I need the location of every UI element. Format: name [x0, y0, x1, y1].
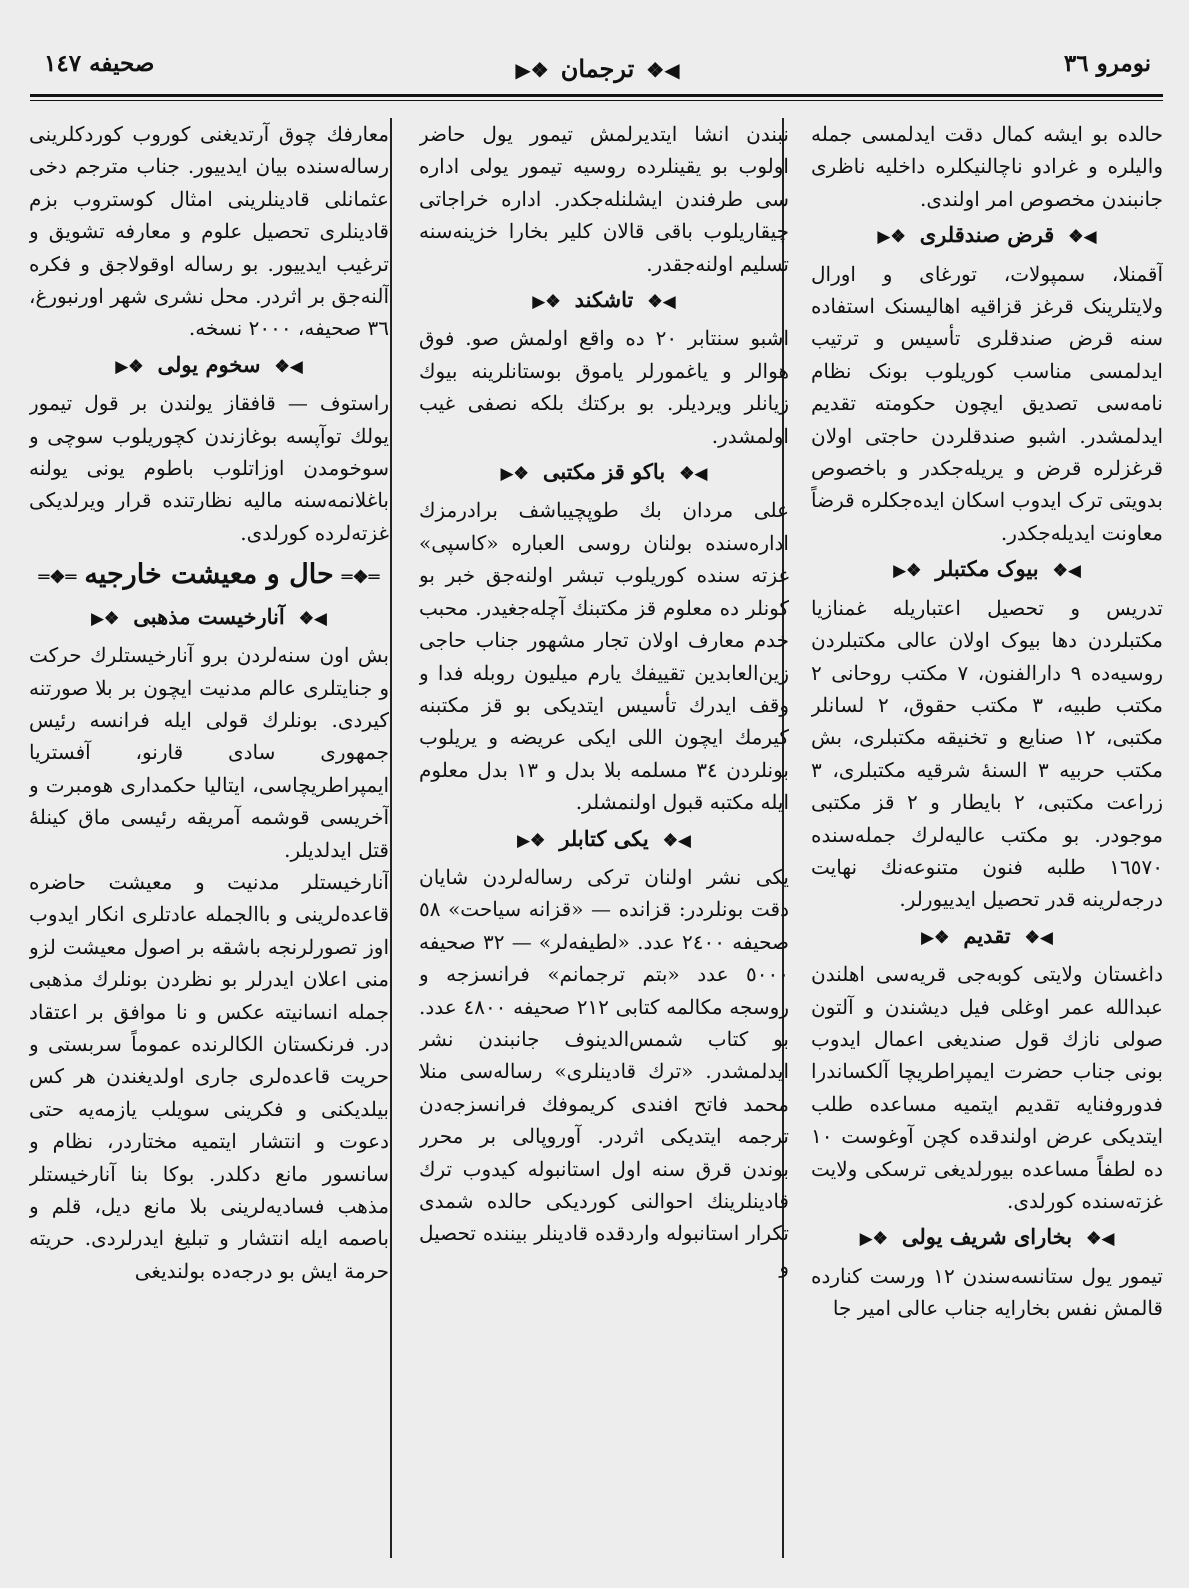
column-intro: نبندن انشا ایتدیرلمش تیمور یول حاضر اولوب بو یقینلرده روسیه تیمور یولی اداره سی طرفندن ایشلنله‌جکدر. اداره خراجاتی چیقاریلوب باقی قالان کلیر بخارا خزینه‌سنه تسلیم اولنه‌جقدر.	[419, 122, 789, 276]
ornament-icon: ❖▶	[115, 356, 144, 377]
ornament-icon: ❖▶	[893, 561, 922, 582]
section-body: تدریس و تحصیل اعتباریله غمنازیا مکتبلردن دها بیوک اولان عالی مکتبلردن روسیه‌ده ٩ دارالفنون، ٧ مکتب روحانی ٢ مکتب طبیه، ٣ مکتب حقوق، ٢ لسانلر مکتبی، ١٢ صنایع و تخنیقه مکتبلری، بش مکتب حربیه ٣ السنهٔ شرقیه مکتبلری، ٣ زراعت مکتبی، ٢ بایطار و ٢ قز مکتبی موجودر. بو مکتب عالیه‌لرك جمله‌سنده ١٦٥٧٠ طلبه فنون متنوعه‌نك نهایت درجه‌لرینه قدر تحصیل ایدییورلر.	[811, 595, 1163, 912]
section-title: آنارخیست مذهبی	[133, 603, 285, 629]
section-heading	[811, 1221, 1163, 1255]
section-body: یکی نشر اولنان ترکی رساله‌لردن شایان دقت بونلردر: قزانده — «قزانه سیاحت» ٥٨ صحیفه ٢٤٠٠ عدد. «لطیفه‌لر» — ٣٢ صحیفه ٥٠٠٠ عدد «بتم ترجمانم» فرانسزجه و روسجه مکالمه کتابی ٢١٢ صحیفه ٤٨٠٠ عدد. بو کتاب شمس‌الدینوف جانبندن نشر ایدلمشدر. «ترك قادینلری» رساله‌سی منلا محمد فاتح افندی کریموفك فرانسزجه‌دن ترجمه ایتدیکی اثردر. آوروپالی بر محرر بوندن قرق سنه اول استانبوله کیدوب ترك قادینلرینك احوالنی کوردیکی حالده شمدی تکرار استانبوله واردقده قادینلر بیننده تحصیل و	[419, 864, 789, 1278]
masthead	[34, 40, 1161, 100]
ornament-icon: ◀❖	[298, 608, 328, 629]
section-body: داغستان ولایتی کوبه‌جی قریه‌سی اهلندن عبدالله عمر اوغلی فیل دیشندن و آلتون صولی نازك قول صندیغی اعمال ایدوب بونی جناب حضرت ایمپراطریچا آلکساندرا فدوروفنایه تقدیم ایتمیه مساعده طلب ایتدیکی عرض اولندقده کچن آوغوست ١٠ ده لطفاً مساعده بیورلدیغی ترسکی ولایت غزته‌سنده کورلدی.	[811, 962, 1163, 1213]
section-title: بخارای شریف یولی	[901, 1224, 1073, 1250]
section-body: آقمنلا، سمپولات، تورغای و اورال ولایتلرینک قرغز قزاقیه اهالیسنک استفاده سنه قرض صندقلری تأسیس و ترتیب ایدلمسی مناسب کوریلوب بونک نظام نامه‌سی تصدیق ایچون حکومته تقدیم ایدلمشدر. اشبو صندقلردن حاجتی اولان قرغزلره قرض و یریله‌جکدر و باخصوص بدویتی ترک ایدوب اسکان ایده‌جکلره قرضاً معاونت ایدیله‌جکدر.	[811, 261, 1163, 545]
ornament-icon: ◀❖	[679, 464, 708, 485]
column-right	[811, 118, 1163, 1574]
ornament-icon: ═❖═	[38, 567, 77, 589]
section-heading	[29, 349, 389, 383]
column-intro: معارفك چوق آرتدیغنی کوروب کوردکلرینی رساله‌سنده بیان ایدییور. جناب مترجم دخی عثمانلی قادینلرینی امثال کوستروب بزم قادینلری تحصیل علوم و معارفه تشویق و ترغیب ایدییور. بو رساله اوقولاجق و فکره آلنه‌جق بر اثردر. محل نشری شهر اورنبورغ، ٣٦ صحیفه، ٢٠٠٠ نسخه.	[29, 122, 389, 341]
section-title: قرض صندقلری	[919, 222, 1055, 248]
section-body: تیمور یول ستانسه‌سندن ١٢ ورست کنارده قالمش نفس بخارایه جناب عالی امیر جا	[811, 1263, 1163, 1321]
ornament-icon: ◀❖	[1052, 561, 1081, 582]
section-heading	[811, 553, 1163, 587]
ornament-icon: ◀❖	[1086, 1229, 1115, 1250]
section-body: راستوف — قافقاز یولندن بر قول تیمور یولك توآپسه بوغازندن کچوریلوب سوچی و سوخومدن اوزاتلوب باطوم یونی یولنه باغلانمه‌سنه مالیه نظارتنده قرار ویرلدیکی غزته‌لرده کورلدی.	[29, 391, 389, 545]
section-title: سخوم یولی	[157, 351, 261, 377]
main-section-title: حال و معیشت خارجیه	[84, 559, 334, 591]
ornament-icon: ❖▶	[532, 292, 561, 313]
ornament-icon: ❖▶	[500, 464, 529, 485]
ornament-icon: ◀❖	[274, 356, 303, 377]
ornament-icon: ◀❖	[662, 830, 692, 851]
ornament-icon: ❖▶	[516, 830, 546, 851]
section-title: یکی کتابلر	[559, 825, 649, 851]
section-body: بش اون سنه‌لردن برو آنارخیستلرك حرکت و جنایتلری عالم مدنیت ایچون بر بلا صورتنه کیردی. بونلرك قولی ایله فرانسه رئیس جمهوری سادی قارنو، آفستریا ایمپراطریچاسی، ایتالیا حکمداری هومبرت و آخریسی قوشمه آمریقه رئیسی ماق کینلهٔ قتل ایدلدیلر.	[29, 643, 389, 862]
section-title: بیوک مکتبلر	[935, 556, 1039, 582]
column-divider	[390, 118, 392, 1558]
ornament-icon: ◀❖	[647, 292, 676, 313]
section-body: علی مردان بك طوپچیباشف برادرمزك اداره‌سنده بولنان روسی العباره «کاسپی» غزته سنده کوریلوب تبشر اولنه‌جق خبر بو کونلر ده معلوم قز مکتبنك آچله‌جغیدر. محبب خدم معارف اولان تجار مشهور جناب حاجی زین‌العابدین تقییفك یارم میلیون روبله فدا و وقف ایدرك تأسیس ایتدیکی بو قز مکتبنه کیرمك ایچون اللی ایکی عریضه و یریلوب بونلردن ٣٤ مسلمه بلا بدل و ١٣ بدل معلوم ایله مکتبه قبول اولنمشلر.	[419, 498, 789, 815]
section-heading	[419, 284, 789, 318]
section-heading	[29, 601, 389, 635]
section-body: آنارخیستلر مدنیت و معیشت حاضره قاعده‌لرینی و باالجمله عادتلری انکار ایدوب اوز تصورلرنجه باشقه بر اصول معیشت لزو منی اعلان ایدرلر بو نظردن بونلرك مذهبی جمله انسانیته عکس و نا موافق بر اعتقاد در. فرنکستان الکالرنده عموماً سربستی و حریت قاعده‌لری جاری اولدیغندن هر کس بیلدیکنی و فکرینی سویلب یازمه‌یه حتی دعوت و انتشار ایتمیه مختاردر، نظام و سانسور مانع دکلدر. بوکا بنا آنارخیستلر مذهب فسادیه‌لرینی بلا مانع دیل، قلم و باصمه ایله انتشار و تبلیغ ایدرلردی. حریته حرمة ایش بو درجه‌ده بولندیغی	[29, 869, 389, 1283]
section-title: تقدیم	[963, 922, 1011, 948]
section-heading	[811, 920, 1163, 954]
ornament-icon: ═❖═	[341, 567, 380, 589]
section-title: تاشکند	[574, 287, 634, 313]
header-rule	[30, 94, 1163, 97]
ornament-icon: ❖▶	[859, 1229, 888, 1250]
ornament-icon: ◀❖	[1068, 227, 1097, 248]
newspaper-title-text: ترجمان	[560, 54, 635, 83]
ornament-icon: ❖▶	[90, 608, 120, 629]
issue-number: نومرو ٣٦	[1063, 50, 1151, 77]
newspaper-title	[503, 54, 691, 83]
section-title: باکو قز مکتبی	[542, 459, 666, 485]
column-middle	[419, 118, 789, 1574]
section-body: اشبو سنتابر ٢٠ ده واقع اولمش صو. فوق هوالر و یاغمورلر یاموق بوستانلرینه بیوك زیانلر ویردیلر. بو برکتك بلکه نصفی غیب اولمشدر.	[419, 326, 789, 448]
page-number: صحیفه ١٤٧	[44, 50, 155, 77]
section-heading	[419, 456, 789, 490]
column-left	[29, 118, 389, 1574]
column-intro: حالده بو ایشه کمال دقت ایدلمسی جمله والیلره و غرادو ناچالنیکلره داخلیه ناظری جانبندن مخصوص امر اولندی.	[811, 122, 1163, 211]
section-heading	[811, 219, 1163, 253]
ornament-icon: ❖▶	[515, 58, 549, 82]
ornament-icon: ◀❖	[1024, 927, 1053, 948]
ornament-icon: ❖▶	[921, 927, 950, 948]
section-heading	[419, 823, 789, 857]
header-rule-thin	[30, 100, 1163, 101]
ornament-icon: ◀❖	[646, 58, 680, 82]
main-section-heading	[29, 559, 389, 594]
ornament-icon: ❖▶	[877, 227, 906, 248]
